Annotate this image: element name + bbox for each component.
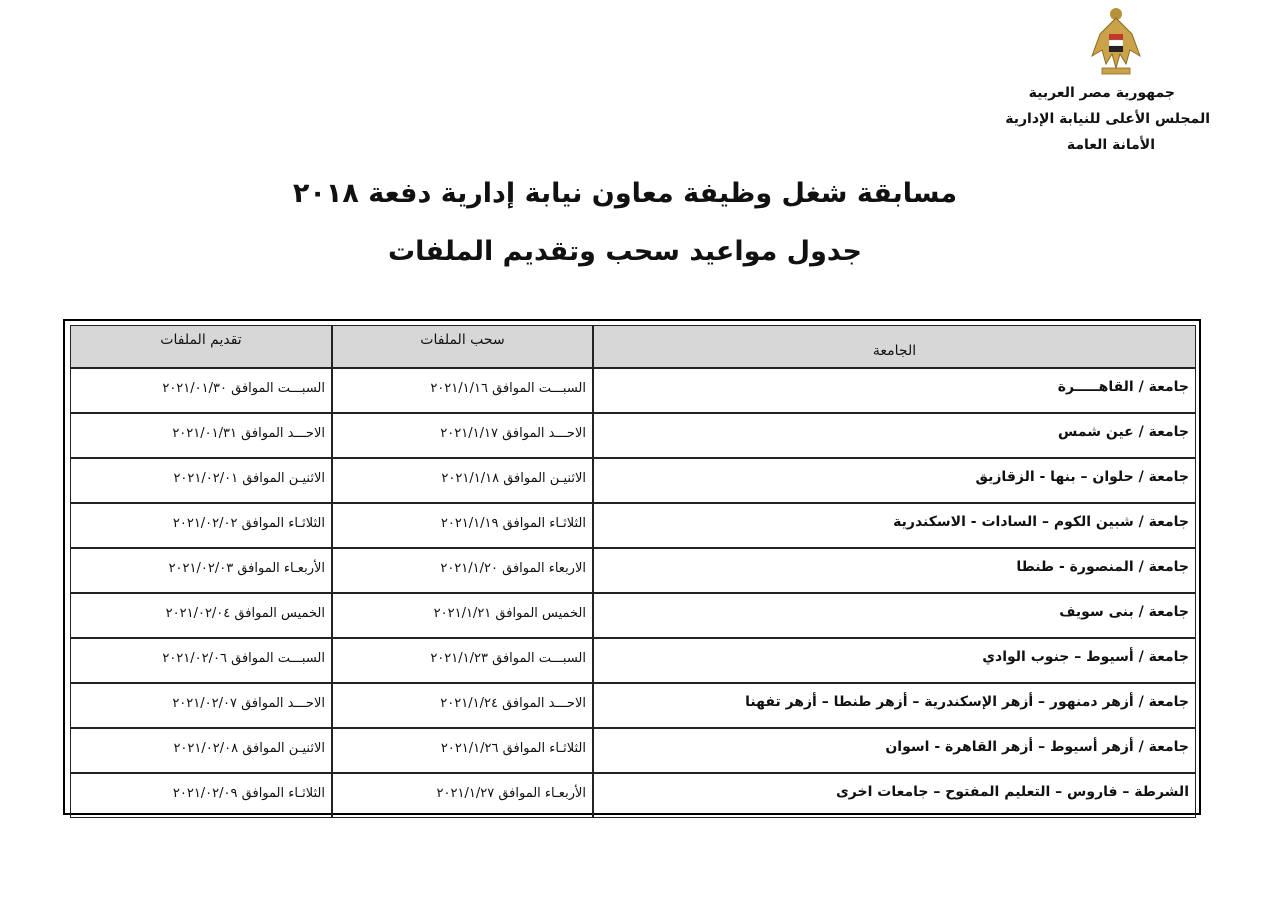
table-row	[70, 458, 1196, 503]
eagle-emblem-icon	[1088, 4, 1144, 78]
page-title: مسابقة شغل وظيفة معاون نيابة إدارية دفعة ٢٠١٨	[292, 178, 958, 209]
table-row	[70, 413, 1196, 458]
submit-date-cell: الاحـــد الموافق ٢٠٢١/٠١/٣١	[70, 413, 332, 458]
withdraw-date-cell: السبـــت الموافق ٢٠٢١/١/٢٣	[332, 638, 593, 683]
university-cell: جامعة / حلوان – بنها - الزقازيق	[593, 458, 1196, 503]
submit-date-cell: الاثنيـن الموافق ٢٠٢١/٠٢/٠١	[70, 458, 332, 503]
university-cell: جامعة / أزهر دمنهور – أزهر الإسكندرية – أزهر طنطا – أزهر تفهنا	[593, 683, 1196, 728]
header-line-council: المجلس الأعلى للنيابة الإدارية	[1005, 111, 1210, 127]
submit-date-cell: الاحـــد الموافق ٢٠٢١/٠٢/٠٧	[70, 683, 332, 728]
withdraw-date-cell: الخميس الموافق ٢٠٢١/١/٢١	[332, 593, 593, 638]
table-row	[70, 548, 1196, 593]
university-cell: جامعة / أزهر أسيوط – أزهر القاهرة - اسوان	[593, 728, 1196, 773]
withdraw-date-cell: الاحـــد الموافق ٢٠٢١/١/١٧	[332, 413, 593, 458]
column-header-university: الجامعة	[593, 325, 1196, 368]
withdraw-date-cell: الثلاثـاء الموافق ٢٠٢١/١/٢٦	[332, 728, 593, 773]
page-subtitle: جدول مواعيد سحب وتقديم الملفات	[388, 236, 862, 267]
withdraw-date-cell: السبـــت الموافق ٢٠٢١/١/١٦	[332, 368, 593, 413]
table-row	[70, 638, 1196, 683]
withdraw-date-cell: الاربعاء الموافق ٢٠٢١/١/٢٠	[332, 548, 593, 593]
submit-date-cell: الثلاثـاء الموافق ٢٠٢١/٠٢/٠٩	[70, 773, 332, 818]
table-row	[70, 683, 1196, 728]
table-row	[70, 593, 1196, 638]
schedule-table	[70, 325, 1196, 818]
university-cell: جامعة / أسيوط – جنوب الوادي	[593, 638, 1196, 683]
withdraw-date-cell: الأربعـاء الموافق ٢٠٢١/١/٢٧	[332, 773, 593, 818]
table-row	[70, 728, 1196, 773]
table-row	[70, 773, 1196, 818]
university-cell: جامعة / شبين الكوم – السادات - الاسكندرية	[593, 503, 1196, 548]
withdraw-date-cell: الاحـــد الموافق ٢٠٢١/١/٢٤	[332, 683, 593, 728]
submit-date-cell: الثلاثـاء الموافق ٢٠٢١/٠٢/٠٢	[70, 503, 332, 548]
university-cell: الشرطة – فاروس – التعليم المفتوح – جامعات اخرى	[593, 773, 1196, 818]
table-header-row	[70, 325, 1196, 368]
submit-date-cell: الاثنيـن الموافق ٢٠٢١/٠٢/٠٨	[70, 728, 332, 773]
column-header-withdraw: سحب الملفات	[332, 325, 593, 368]
submit-date-cell: الأربعـاء الموافق ٢٠٢١/٠٢/٠٣	[70, 548, 332, 593]
submit-date-cell: السبـــت الموافق ٢٠٢١/٠١/٣٠	[70, 368, 332, 413]
submit-date-cell: السبـــت الموافق ٢٠٢١/٠٢/٠٦	[70, 638, 332, 683]
header-line-country: جمهورية مصر العربية	[1028, 85, 1175, 101]
header-line-secretariat: الأمانة العامة	[1066, 137, 1155, 153]
column-header-submit: تقديم الملفات	[70, 325, 332, 368]
institution-header	[910, 80, 1210, 158]
table-row	[70, 503, 1196, 548]
university-cell: جامعة / القاهـــــرة	[593, 368, 1196, 413]
university-cell: جامعة / بنى سويف	[593, 593, 1196, 638]
withdraw-date-cell: الاثنيـن الموافق ٢٠٢١/١/١٨	[332, 458, 593, 503]
university-cell: جامعة / المنصورة - طنطا	[593, 548, 1196, 593]
submit-date-cell: الخميس الموافق ٢٠٢١/٠٢/٠٤	[70, 593, 332, 638]
schedule-table-frame	[63, 319, 1201, 815]
table-row	[70, 368, 1196, 413]
university-cell: جامعة / عين شمس	[593, 413, 1196, 458]
withdraw-date-cell: الثلاثـاء الموافق ٢٠٢١/١/١٩	[332, 503, 593, 548]
